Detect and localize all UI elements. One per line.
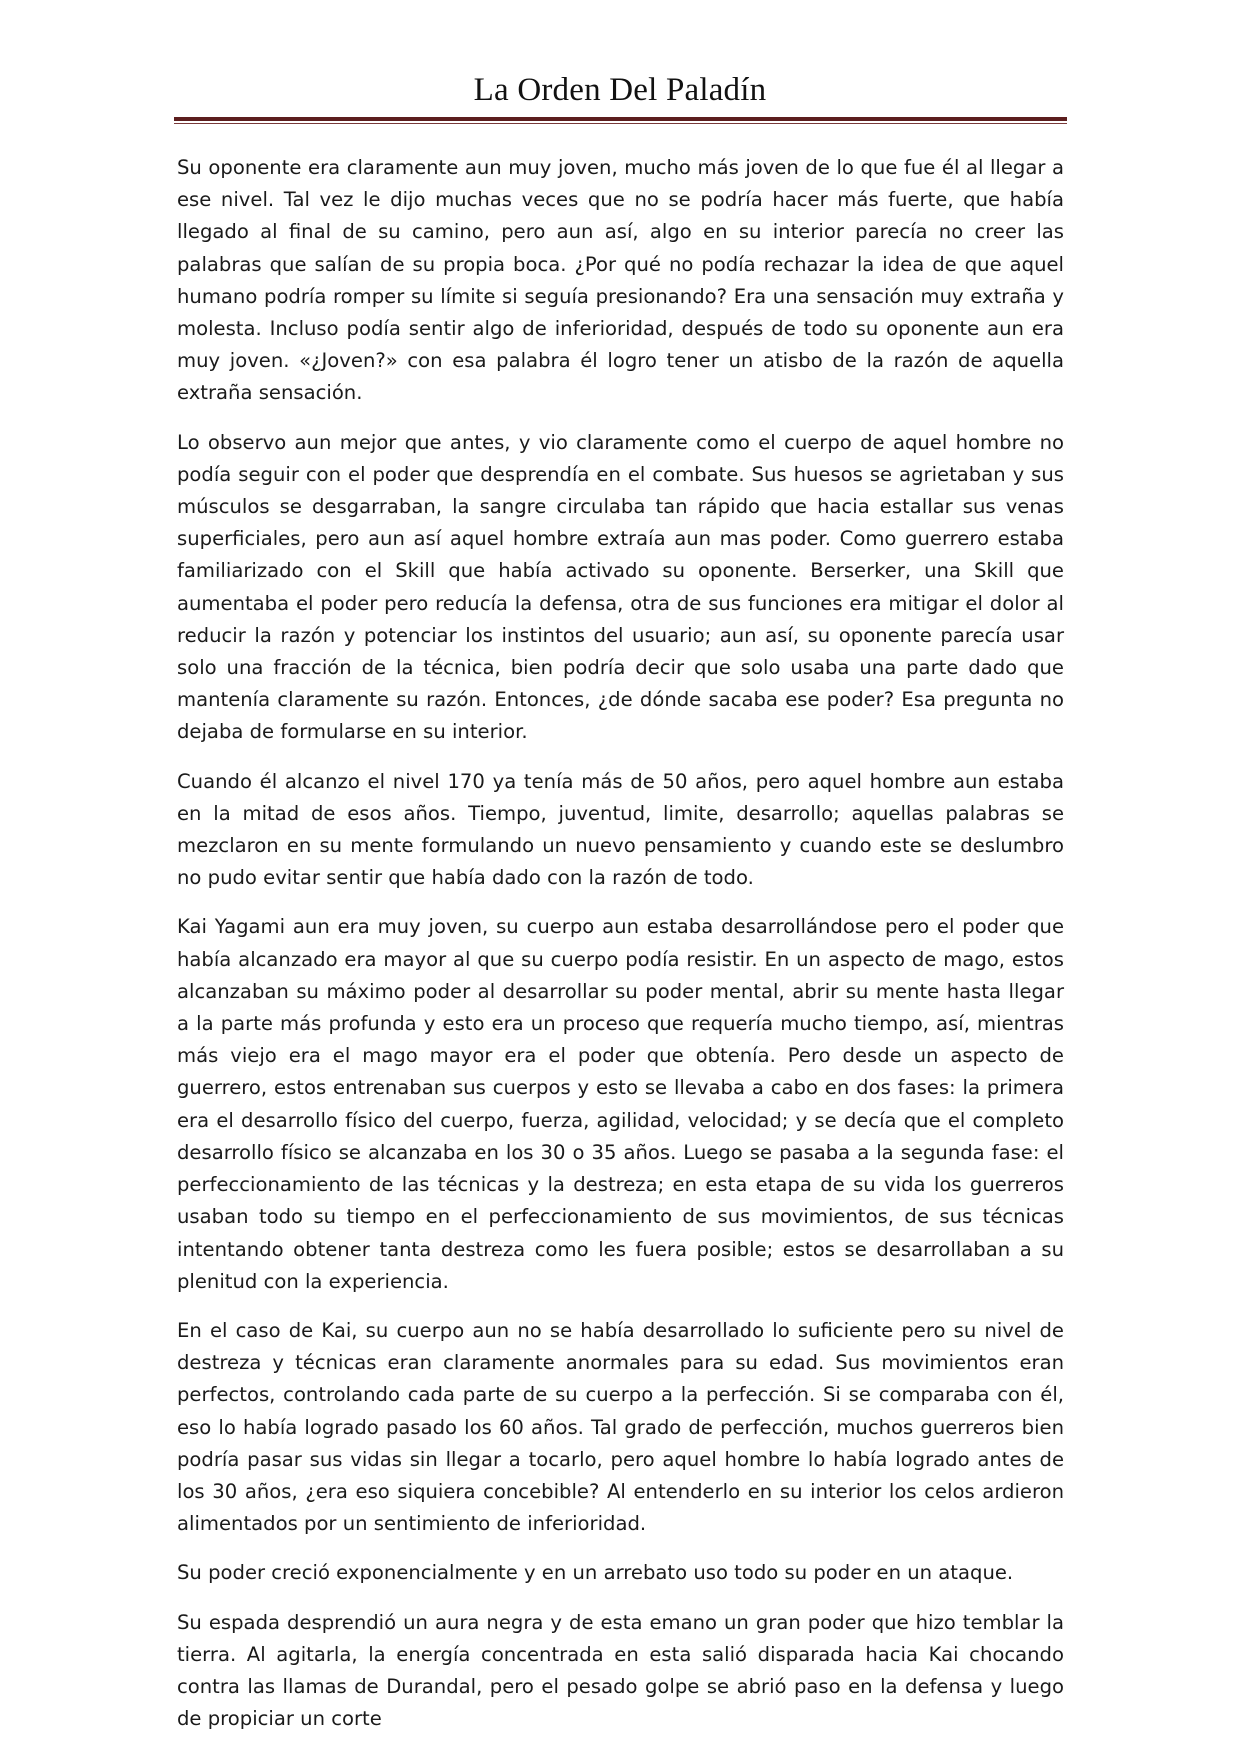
header-rule-thin xyxy=(174,123,1067,124)
page-header-title: La Orden Del Paladín xyxy=(473,72,767,108)
body-text xyxy=(177,152,1064,1752)
paragraph-2: Lo observo aun mejor que antes, y vio claramente como el cuerpo de aquel hombre no podía seguir con el poder que desprendía en el combate. Sus huesos se agrietaban y sus músculos se desgarraban, la sangre circulaba tan rápido que hacia estallar sus venas superficiales, pero aun así aquel hombre extraía aun mas poder. Como guerrero estaba familiarizado con el Skill que había activado su oponente. Berserker, una Skill que aumentaba el poder pero reducía la defensa, otra de sus funciones era mitigar el dolor al reducir la razón y potenciar los instintos del usuario; aun así, su oponente parecía usar solo una fracción de la técnica, bien podría decir que solo usaba una parte dado que mantenía claramente su razón. Entonces, ¿de dónde sacaba ese poder? Esa pregunta no dejaba de formularse en su interior. xyxy=(177,430,1064,744)
paragraph-1: Su oponente era claramente aun muy joven, mucho más joven de lo que fue él al llegar a ese nivel. Tal vez le dijo muchas veces que no se podría hacer más fuerte, que había llegado al final de su camino, pero aun así, algo en su interior parecía no creer las palabras que salían de su propia boca. ¿Por qué no podía rechazar la idea de que aquel humano podría romper su límite si seguía presionando? Era una sensación muy extraña y molesta. Incluso podía sentir algo de inferioridad, después de todo su oponente aun era muy joven. «¿Joven?» con esa palabra él logro tener un atisbo de la razón de aquella extraña sensación. xyxy=(177,156,1064,405)
paragraph-4: Kai Yagami aun era muy joven, su cuerpo aun estaba desarrollándose pero el poder que había alcanzado era mayor al que su cuerpo podía resistir. En un aspecto de mago, estos alcanzaban su máximo poder al desarrollar su poder mental, abrir su mente hasta llegar a la parte más profunda y esto era un proceso que requería mucho tiempo, así, mientras más viejo era el mago mayor era el poder que obtenía. Pero desde un aspecto de guerrero, estos entrenaban sus cuerpos y esto se llevaba a cabo en dos fases: la primera era el desarrollo físico del cuerpo, fuerza, agilidad, velocidad; y se decía que el completo desarrollo físico se alcanzaba en los 30 o 35 años. Luego se pasaba a la segunda fase: el perfeccionamiento de las técnicas y la destreza; en esta etapa de su vida los guerreros usaban todo su tiempo en el perfeccionamiento de sus movimientos, de sus técnicas intentando obtener tanta destreza como les fuera posible; estos se desarrollaban a su plenitud con la experiencia. xyxy=(177,915,1064,1293)
paragraph-7: Su espada desprendió un aura negra y de esta emano un gran poder que hizo temblar la tierra. Al agitarla, la energía concentrada en esta salió disparada hacia Kai chocando contra las llamas de Durandal, pero el pesado golpe se abrió paso en la defensa y luego de propiciar un corte xyxy=(177,1610,1064,1731)
paragraph-3: Cuando él alcanzo el nivel 170 ya tenía más de 50 años, pero aquel hombre aun estaba en la mitad de esos años. Tiempo, juventud, limite, desarrollo; aquellas palabras se mezclaron en su mente formulando un nuevo pensamiento y cuando este se deslumbro no pudo evitar sentir que había dado con la razón de todo. xyxy=(177,769,1064,890)
paragraph-6: Su poder creció exponencialmente y en un arrebato uso todo su poder en un ataque. xyxy=(177,1561,1014,1585)
header-rule-thick xyxy=(174,117,1067,121)
paragraph-5: En el caso de Kai, su cuerpo aun no se había desarrollado lo suficiente pero su nivel de destreza y técnicas eran claramente anormales para su edad. Sus movimientos eran perfectos, controlando cada parte de su cuerpo a la perfección. Si se comparaba con él, eso lo había logrado pasado los 60 años. Tal grado de perfección, muchos guerreros bien podría pasar sus vidas sin llegar a tocarlo, pero aquel hombre lo había logrado antes de los 30 años, ¿era eso siquiera concebible? Al entenderlo en su interior los celos ardieron alimentados por un sentimiento de inferioridad. xyxy=(177,1318,1064,1536)
